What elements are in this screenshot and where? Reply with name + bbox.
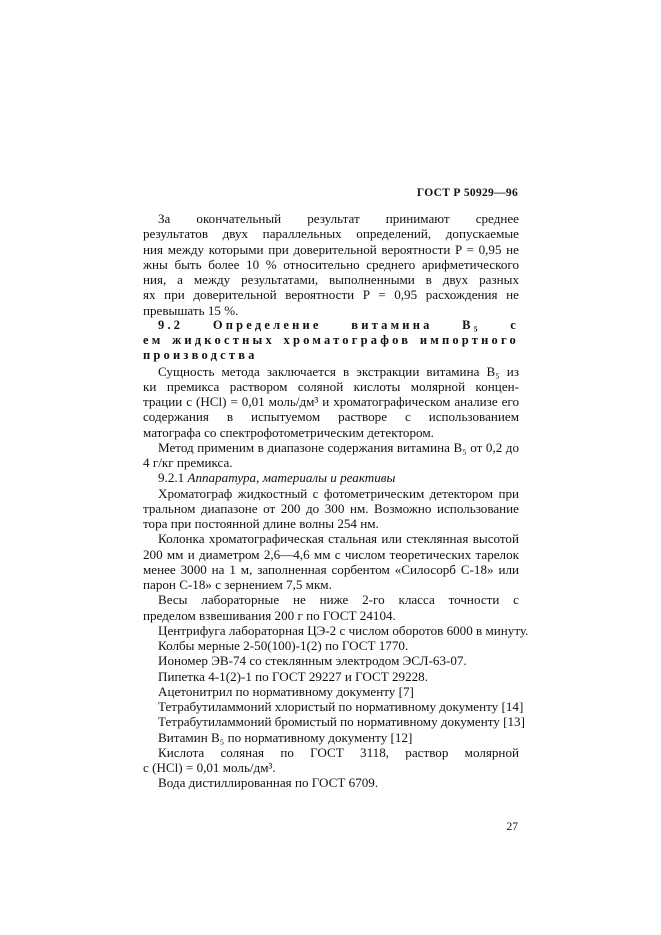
document-body (143, 211, 529, 791)
line-text: тральном диапазоне от 200 до 300 нм. Возможно использование (143, 500, 519, 516)
line-text: ях при доверительной вероятности P = 0,95 расхождения не (143, 287, 519, 303)
text-line (143, 501, 519, 516)
line-text: Центрифуга лабораторная ЦЭ-2 с числом оборотов 6000 в минуту. (158, 622, 529, 638)
text-line (143, 364, 519, 379)
line-text: c (HCl) = 0,01 моль/дм³. (143, 760, 276, 775)
line-text: Пипетка 4-1(2)-1 по ГОСТ 29227 и ГОСТ 29228. (158, 668, 429, 684)
text-line (143, 622, 529, 638)
text-line (143, 775, 519, 790)
line-text: производства (143, 348, 258, 363)
section-heading-line (143, 348, 519, 363)
text-line (143, 516, 519, 531)
text-line (143, 531, 519, 546)
text-line (143, 394, 519, 409)
text-line (143, 242, 519, 257)
line-text: превышать 15 %. (143, 302, 239, 318)
line-text: жны быть более 10 % относительно среднего арифметического (143, 256, 519, 272)
text-line (143, 303, 519, 318)
text-line (143, 638, 519, 653)
line-text: Иономер ЭВ-74 со стеклянным электродом ЭСЛ-63-07. (158, 653, 467, 669)
line-text: ния между которыми при доверительной вероятности P = 0,95 не (143, 241, 519, 257)
page-number: 27 (506, 821, 518, 833)
line-text: Тетрабутиламмоний бромистый по нормативному документу [13] (158, 714, 525, 730)
text-line (143, 608, 519, 623)
text-line (143, 699, 524, 714)
text-line (143, 714, 525, 730)
line-text: Колонка хроматографическая стальная или стеклянная высотой (158, 531, 519, 547)
text-line (143, 455, 519, 470)
line-text: парон С-18» с зернением 7,5 мкм. (143, 577, 332, 592)
line-text: Хроматограф жидкостный с фотометрическим детектором при (158, 485, 519, 501)
text-line (143, 470, 519, 485)
line-text: Сущность метода заключается в экстракции витамина B₅ из (158, 363, 519, 379)
text-line (143, 547, 519, 562)
text-line (143, 287, 519, 302)
text-line (143, 653, 519, 668)
line-text: 4 г/кг премикса. (143, 455, 233, 470)
document-header: ГОСТ Р 50929—96 (416, 187, 518, 199)
line-text: Весы лабораторные не ниже 2-го класса точности с (158, 592, 519, 608)
subsection-title: Аппаратура, материалы и реактивы (187, 470, 396, 486)
text-line (143, 440, 519, 455)
line-text: 9.2 Определение витамина B₅ с (158, 317, 519, 332)
line-text: ния, а между результатами, выполненными в двух разных (143, 272, 519, 287)
text-line (143, 745, 519, 760)
text-line (143, 409, 519, 424)
section-heading-line (143, 318, 519, 333)
text-line (143, 486, 519, 501)
line-text: Метод применим в диапазоне содержания витамина B₅ от 0,2 до (158, 439, 519, 455)
line-text: ем жидкостных хроматографов импортного (143, 333, 519, 347)
line-text: матографа со спектрофотометрическим детектором. (143, 424, 434, 440)
text-line (143, 760, 519, 775)
text-line (143, 669, 519, 684)
text-line (143, 226, 519, 241)
line-text: Вода дистиллированная по ГОСТ 6709. (158, 775, 379, 791)
text-line (143, 592, 519, 607)
line-text: 9.2.1 (158, 470, 188, 486)
text-line (143, 211, 519, 226)
text-line (143, 562, 519, 577)
line-text: 200 мм и диаметром 2,6—4,6 мм с числом теоретических тарелок (143, 546, 519, 562)
text-line (143, 272, 519, 287)
line-text: Ацетонитрил по нормативному документу [7] (158, 683, 414, 699)
text-line (143, 684, 519, 699)
line-text: ки премикса раствором соляной кислоты молярной концен- (143, 378, 519, 394)
line-text: пределом взвешивания 200 г по ГОСТ 24104. (143, 607, 396, 623)
text-line (143, 730, 519, 745)
line-text: Тетрабутиламмоний хлористый по нормативному документу [14] (158, 699, 524, 714)
text-line (143, 379, 519, 394)
section-heading-line (143, 333, 519, 348)
line-text: Витамин B₅ по нормативному документу [12] (158, 729, 413, 745)
line-text: За окончательный результат принимают среднее (158, 211, 519, 226)
text-line (143, 425, 519, 440)
line-text: трации c (HCl) = 0,01 моль/дм³ и хроматографическом анализе его (143, 394, 519, 409)
text-line (143, 257, 519, 272)
line-text: результатов двух параллельных определений, допускаемые (143, 226, 519, 242)
line-text: Кислота соляная по ГОСТ 3118, раствор молярной (158, 744, 519, 760)
line-text: менее 3000 на 1 м, заполненная сорбентом «Силосорб С-18» или (143, 561, 519, 577)
line-text: Колбы мерные 2-50(100)-1(2) по ГОСТ 1770. (158, 638, 409, 653)
text-line (143, 577, 519, 592)
line-text: тора при постоянной длине волны 254 нм. (143, 516, 379, 531)
line-text: содержания в испытуемом растворе с использованием (143, 409, 519, 425)
